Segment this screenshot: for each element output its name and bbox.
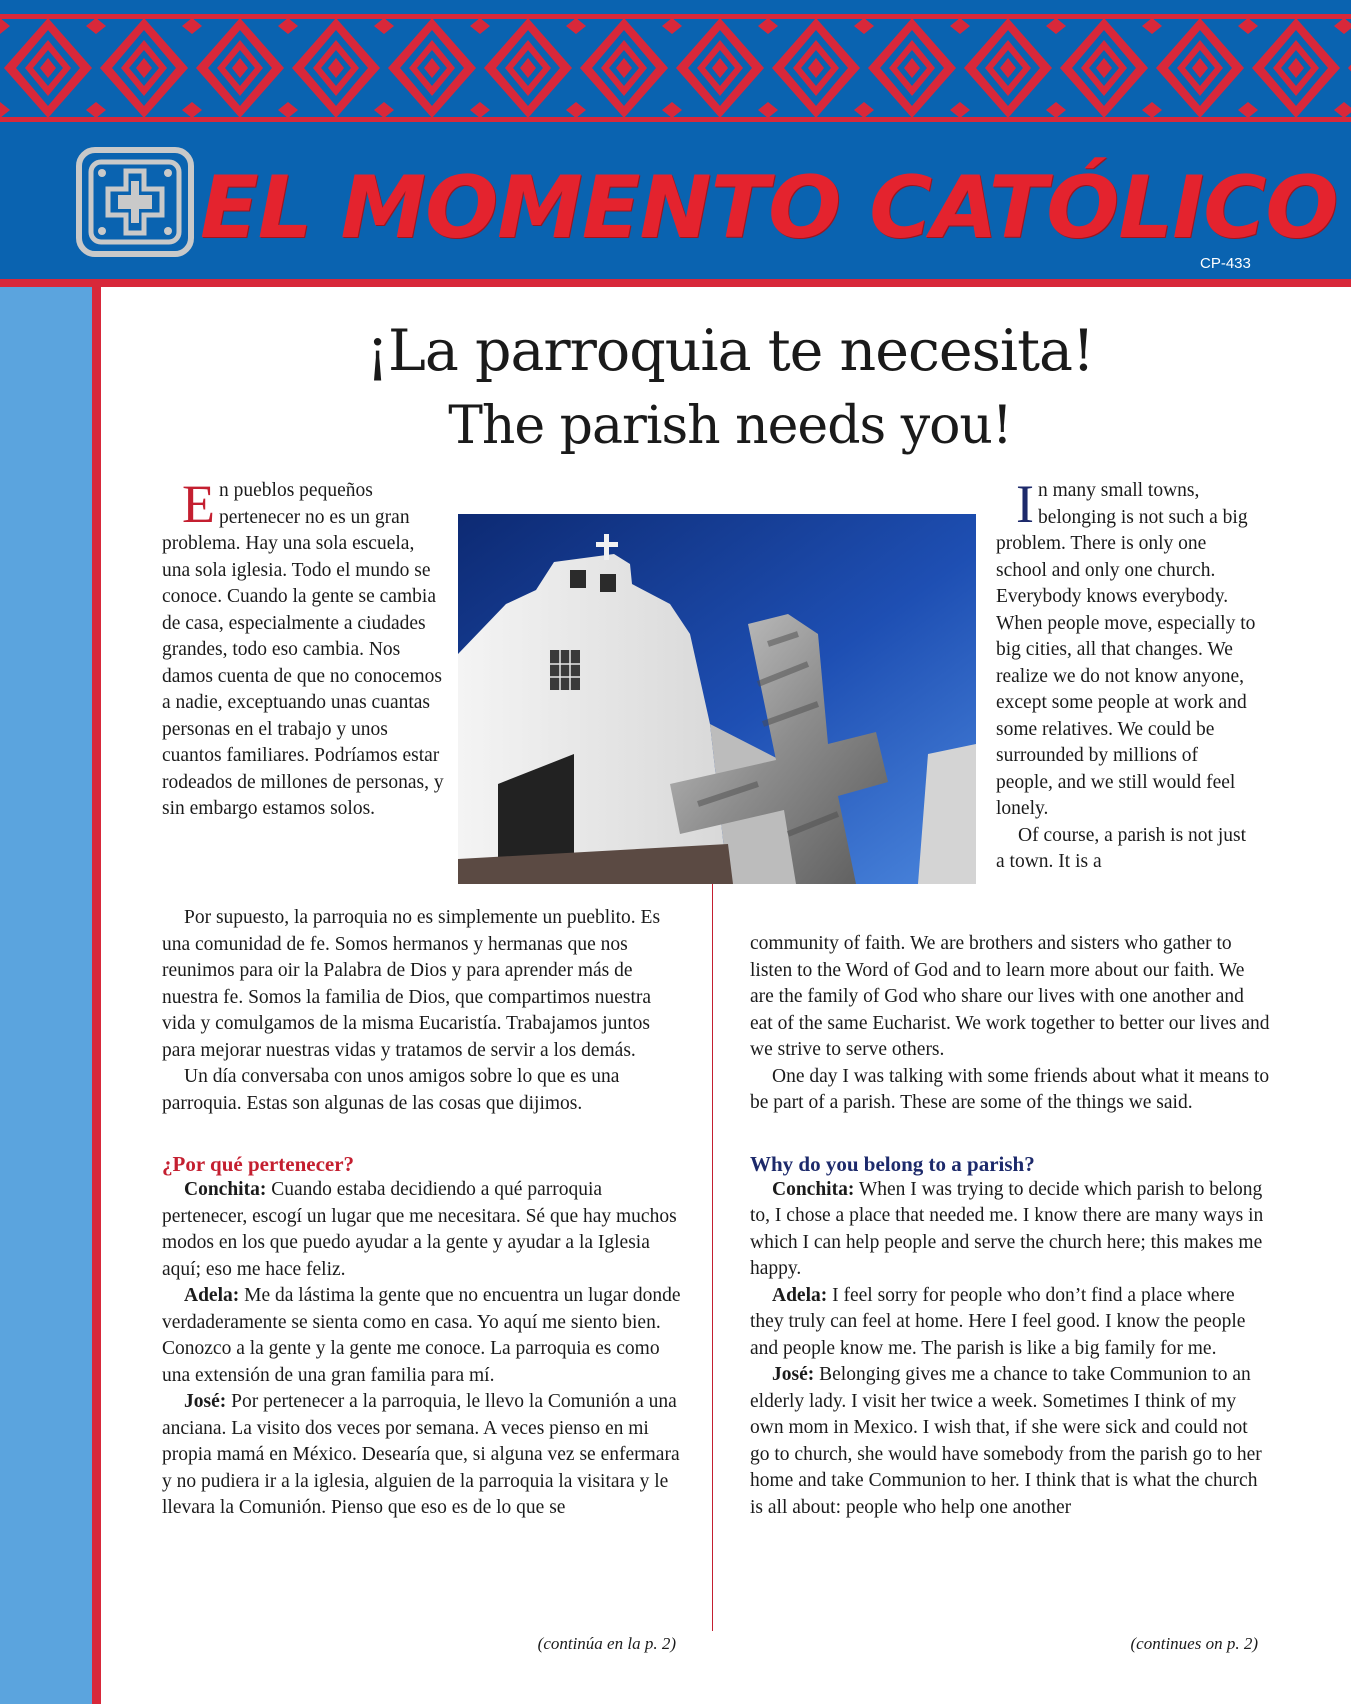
speaker-name: Conchita: [772,1178,855,1200]
english-paragraph-start: Of course, a parish is not just a town. It is a [996,824,1247,872]
issue-code: CP-433 [1200,255,1251,272]
english-quote: Adela: I feel sorry for people who don’t find a place where they truly can feel at home. Here I feel good. I know the people and people know me. The parish is like a big family for me. [750,1284,1246,1359]
masthead-title: EL MOMENTO CATÓLICO [200,158,1338,258]
continued-note-spanish: (continúa en la p. 2) [537,1634,676,1653]
english-quote: José: Belonging gives me a chance to take Communion to an elderly lady. I visit her twice a week. Sometimes I think of my own mom in Mexico. I wish that, if she were sick and could not go to church, she would have somebody from the parish go to her home and take Communion to her. I think that is what the church is all about: people who help one another [750,1364,1262,1518]
english-intro [996,474,1258,876]
mission-church-photo [458,514,976,884]
english-intro-text: n many small towns, belonging is not such a big problem. There is only one school and only one church. Everybody knows everybody. When people move, especially to big cities, all that changes. We realize we do not know anyone, except some people at work and some relatives. We could be surrounded by millions of people, and we still would feel lonely. [996,480,1256,819]
speaker-name: Adela: [184,1285,240,1306]
spanish-intro [162,474,446,823]
english-paragraph: One day I was talking with some friends about what it means to be part of a parish. These are some of the things we said. [750,1065,1270,1113]
header-rule [0,279,1351,287]
speaker-name: José: [184,1391,227,1412]
spanish-column [162,905,682,1522]
spanish-quote: José: Por pertenecer a la parroquia, le llevo la Comunión a una anciana. La visito dos veces por semana. A veces pienso en mi propia mamá en México. Desearía que, si alguna vez se enfermara y no pudiera ir a la iglesia, alguien de la parroquia la visitara y le llevara la Comunión. Pienso que eso es de lo que se [162,1391,680,1518]
side-band [0,287,92,1704]
spanish-quote: Conchita: Cuando estaba decidiendo a qué parroquia pertenecer, escogí un lugar que me necesitara. Sé que hay muchos modos en los que puedo ayudar a la gente y ayudar a la Iglesia aquí; eso me hace feliz. [162,1179,677,1280]
english-column [750,931,1270,1521]
headline-english: The parish needs you! [448,396,1012,456]
spanish-section-heading: ¿Por qué pertenecer? [162,1152,355,1176]
column-divider [712,884,713,1631]
english-paragraph: community of faith. We are brothers and sisters who gather to listen to the Word of God and to learn more about our faith. We are the family of God who share our lives with one another and eat of the same Eucharist. We work together to better our lives and we strive to serve others. [750,933,1270,1060]
english-quote: Conchita: When I was trying to decide which parish to belong to, I chose a place that needed me. I know there are many ways in which I can help people and serve the church here; this makes me happy. [750,1178,1264,1279]
woven-pattern-border [0,14,1351,122]
masthead-banner [0,0,1351,282]
drop-cap-english: I [1016,474,1034,534]
english-section-heading: Why do you belong to a parish? [750,1151,1035,1176]
speaker-name: Adela: [772,1284,828,1306]
spanish-paragraph: Por supuesto, la parroquia no es simplemente un pueblito. Es una comunidad de fe. Somos hermanos y hermanas que nos reunimos para oir la Palabra de Dios y para aprender más de nuestra fe. Somos la familia de Dios, que compartimos nuestra vida y comulgamos de la misma Eucaristía. Trabajamos juntos para mejorar nuestras vidas y tratamos de servir a los demás. [162,907,661,1061]
spanish-paragraph: Un día conversaba con unos amigos sobre lo que es una parroquia. Estas son algunas de las cosas que dijimos. [162,1066,620,1114]
speaker-name: José: [772,1364,815,1385]
headline-spanish: ¡La parroquia te necesita! [366,318,1094,384]
continued-note-english: (continues on p. 2) [1130,1634,1258,1653]
drop-cap-spanish: E [182,474,215,534]
spanish-quote: Adela: Me da lástima la gente que no encuentra un lugar donde verdaderamente se sienta como en casa. Yo aquí me siento bien. Conozco a la gente y la gente me conoce. La parroquia es como una extensión de una gran familia para mí. [162,1285,681,1386]
speaker-name: Conchita: [184,1179,267,1200]
cross-logo-icon [76,147,194,257]
spanish-intro-text: n pueblos pequeños pertenecer no es un gran problema. Hay una sola escuela, una sola iglesia. Todo el mundo se conoce. Cuando la gente se cambia de casa, especialmente a ciudades grandes, todo eso cambia. Nos damos cuenta de que no conocemos a nadie, exceptuando unas cuantas personas en el trabajo y unos cuantos familiares. Podríamos estar rodeados de millones de personas, y sin embargo estamos solos. [162,480,444,819]
side-rule [92,287,101,1704]
